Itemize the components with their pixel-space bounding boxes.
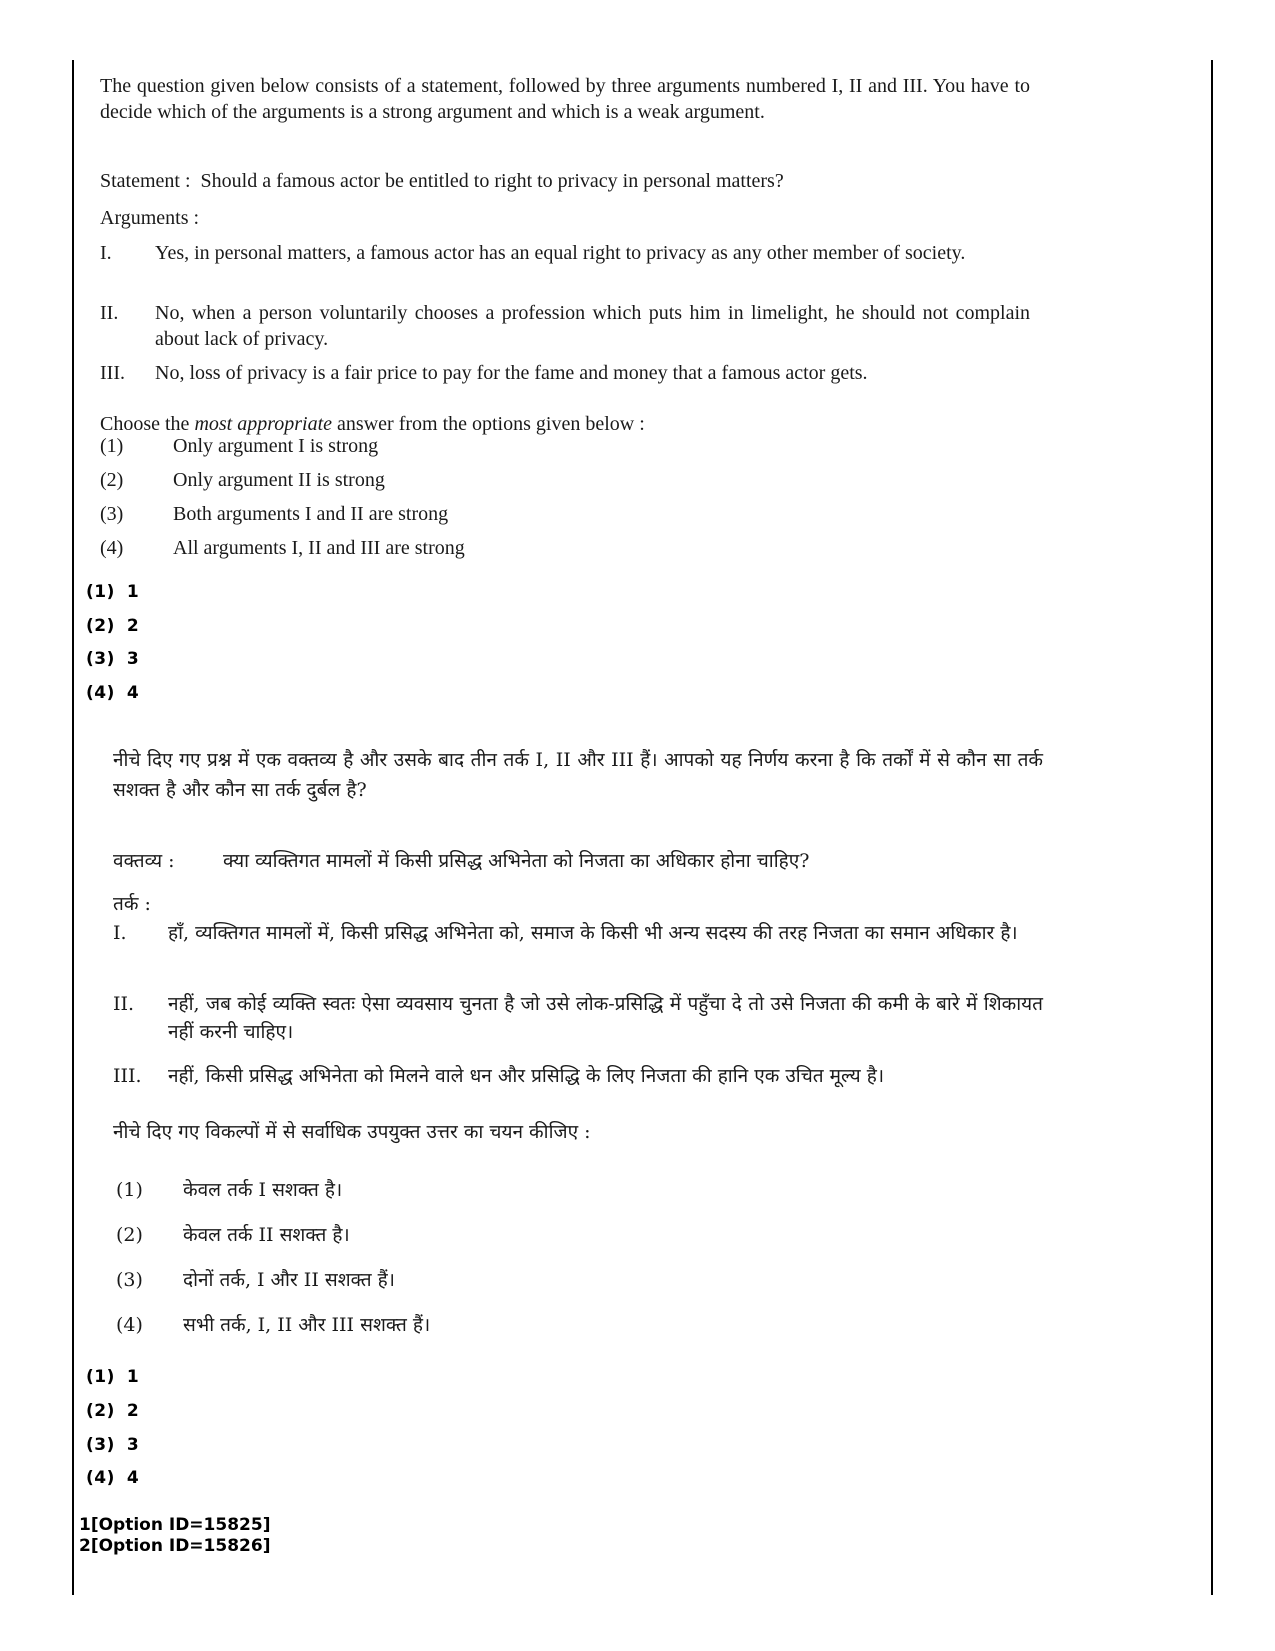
answer-number: (4) [86, 683, 115, 703]
answer-number: (1) [86, 582, 115, 602]
argument-text: No, loss of privacy is a fair price to pay for the fame and money that a famous actor gets. [155, 362, 868, 384]
statement-text: क्या व्यक्तिगत मामलों में किसी प्रसिद्ध अभिनेता को निजता का अधिकार होना चाहिए? [223, 850, 810, 872]
choose-prefix: Choose the [100, 413, 195, 435]
argument-number: I. [113, 922, 127, 944]
option-text: केवल तर्क II सशक्त है। [183, 1224, 350, 1246]
argument-text: नहीं, जब कोई व्यक्ति स्वतः ऐसा व्यवसाय चुनता है जो उसे लोक-प्रसिद्धि में पहुँचा दे तो उसे निजता की कमी के बारे में शिकायत नहीं करनी चाहिए। [168, 993, 1043, 1043]
answer-choice-1[interactable] [86, 1366, 139, 1388]
option-number: (3) [116, 1269, 143, 1291]
option-text: Only argument I is strong [173, 435, 379, 457]
answer-choice-1[interactable] [86, 581, 139, 603]
answer-number: (2) [86, 616, 115, 636]
english-statement: Statement : Should a famous actor be entitled to right to privacy in personal matters? [100, 170, 784, 192]
answer-value: 2 [126, 1401, 140, 1421]
english-argument-1 [100, 240, 1030, 266]
option-number: (2) [116, 1224, 143, 1246]
argument-text: नहीं, किसी प्रसिद्ध अभिनेता को मिलने वाले धन और प्रसिद्धि के लिए निजता की हानि एक उचित मूल्य है। [168, 1065, 885, 1087]
answer-value: 1 [126, 1367, 140, 1387]
option-number: (4) [100, 537, 124, 559]
answer-choice-3[interactable] [86, 1434, 139, 1456]
answer-choice-4[interactable] [86, 682, 139, 704]
hindi-choose-instruction: नीचे दिए गए विकल्पों में से सर्वाधिक उपयुक्त उत्तर का चयन कीजिए : [113, 1121, 591, 1143]
hindi-arguments-label: तर्क : [113, 893, 151, 915]
hindi-option-2 [116, 1221, 350, 1249]
option-text: Both arguments I and II are strong [173, 503, 449, 525]
choose-suffix: answer from the options given below : [332, 413, 645, 435]
argument-number: II. [113, 993, 135, 1015]
answer-number: (2) [86, 1401, 115, 1421]
answer-choice-3[interactable] [86, 648, 139, 670]
argument-number: III. [100, 362, 125, 384]
answer-value: 1 [126, 582, 140, 602]
answer-value: 3 [126, 1435, 140, 1455]
english-instruction: The question given below consists of a statement, followed by three arguments numbered I, II and III. You have to decide which of the arguments is a strong argument and which is a weak argument. [100, 75, 1030, 123]
option-text: सभी तर्क, I, II और III सशक्त हैं। [183, 1314, 431, 1336]
hindi-instruction: नीचे दिए गए प्रश्न में एक वक्तव्य है और उसके बाद तीन तर्क I, II और III हैं। आपको यह निर्णय करना है कि तर्कों में से कौन सा तर्क सशक्त है और कौन सा तर्क दुर्बल है? [113, 749, 1043, 801]
choose-emphasis: most appropriate [194, 413, 333, 435]
hindi-argument-1 [113, 919, 1043, 947]
statement-label: वक्तव्य : [113, 850, 175, 872]
option-number: (1) [100, 435, 124, 457]
answer-number: (3) [86, 1435, 115, 1455]
argument-number: II. [100, 302, 119, 324]
answer-number: (3) [86, 649, 115, 669]
hindi-option-3 [116, 1266, 395, 1294]
option-number: (3) [100, 503, 124, 525]
hindi-option-1 [116, 1176, 342, 1204]
answer-value: 2 [126, 616, 140, 636]
english-argument-2 [100, 300, 1030, 352]
option-id-line-1: 1[Option ID=15825] [79, 1515, 271, 1535]
answer-choice-2[interactable] [86, 1400, 139, 1422]
english-option-1 [100, 433, 378, 459]
hindi-argument-2 [113, 990, 1043, 1046]
argument-text: No, when a person voluntarily chooses a profession which puts him in limelight, he should not complain about lack of privacy. [155, 302, 1030, 350]
option-number: (2) [100, 469, 124, 491]
argument-text: हाँ, व्यक्तिगत मामलों में, किसी प्रसिद्ध अभिनेता को, समाज के किसी भी अन्य सदस्य की तरह निजता का समान अधिकार है। [168, 922, 1018, 944]
english-option-4 [100, 535, 465, 561]
option-id-line-2: 2[Option ID=15826] [79, 1536, 271, 1556]
hindi-argument-3 [113, 1062, 1043, 1090]
answer-choice-2[interactable] [86, 615, 139, 637]
answer-choice-4[interactable] [86, 1467, 139, 1489]
option-number: (1) [116, 1179, 143, 1201]
english-arguments-label: Arguments : [100, 207, 200, 229]
answer-value: 4 [126, 683, 140, 703]
right-border-line [1211, 60, 1213, 1595]
option-number: (4) [116, 1314, 143, 1336]
answer-value: 3 [126, 649, 140, 669]
english-argument-3 [100, 360, 1030, 386]
argument-number: III. [113, 1065, 142, 1087]
option-text: दोनों तर्क, I और II सशक्त हैं। [183, 1269, 395, 1291]
left-border-line [72, 60, 74, 1595]
argument-number: I. [100, 242, 112, 264]
english-option-2 [100, 467, 385, 493]
answer-number: (1) [86, 1367, 115, 1387]
hindi-statement [113, 846, 809, 876]
option-text: केवल तर्क I सशक्त है। [183, 1179, 343, 1201]
answer-number: (4) [86, 1468, 115, 1488]
argument-text: Yes, in personal matters, a famous actor has an equal right to privacy as any other member of society. [155, 242, 966, 264]
option-text: Only argument II is strong [173, 469, 385, 491]
answer-value: 4 [126, 1468, 140, 1488]
english-option-3 [100, 501, 448, 527]
option-text: All arguments I, II and III are strong [173, 537, 465, 559]
hindi-option-4 [116, 1311, 430, 1339]
